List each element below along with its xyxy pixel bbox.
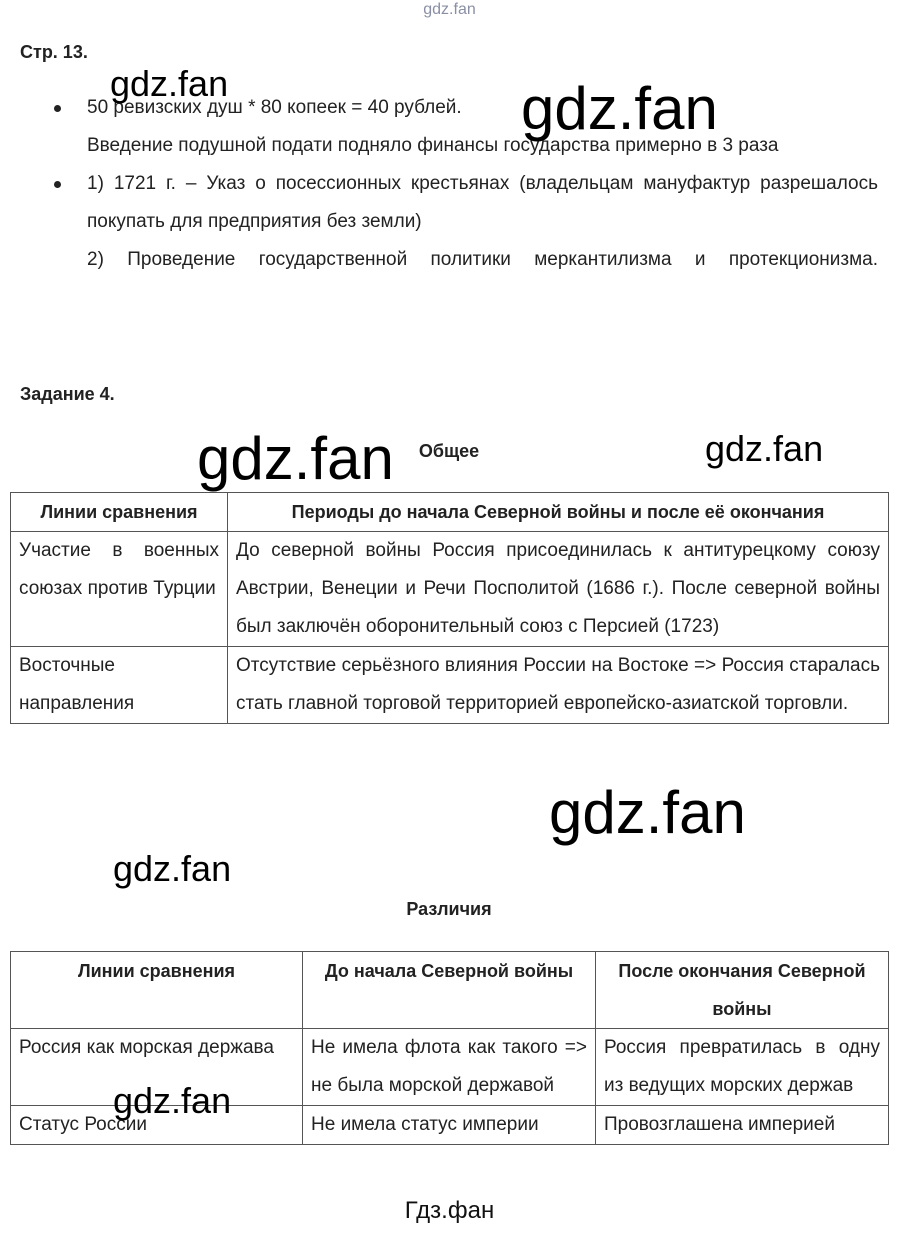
table-header-cell: После окончания Северной войны: [596, 952, 889, 1029]
task-title: Задание 4.: [20, 384, 115, 404]
table-header-row: [11, 952, 889, 1029]
table2-title: Различия: [406, 899, 492, 919]
bullet-line: 1) 1721 г. – Указ о посессионных крестьянах (владельцам мануфактур разрешалось покупать для предприятия без земли): [87, 173, 878, 232]
top-watermark: gdz.fan: [423, 1, 476, 18]
bullet-line: 2) Проведение государственной политики меркантилизма и протекционизма.: [87, 249, 878, 270]
table-header-row: [11, 493, 889, 532]
watermark: gdz.fan: [521, 75, 718, 142]
table-header-cell: Линии сравнения: [11, 493, 228, 532]
table-cell: Статус России: [11, 1106, 303, 1145]
table-header-cell: Линии сравнения: [11, 952, 303, 1029]
bullet-item: [87, 165, 878, 279]
table-cell: Провозглашена империей: [596, 1106, 889, 1145]
bullet-line: 50 ревизских душ * 80 копеек = 40 рублей.: [87, 97, 462, 118]
table-cell: Восточные направления: [11, 647, 228, 724]
watermark: gdz.fan: [549, 779, 746, 846]
table-cell: Не имела флота как такого => не была морской державой: [303, 1029, 596, 1106]
table-header-cell: До начала Северной войны: [303, 952, 596, 1029]
watermark: gdz.fan: [705, 428, 824, 469]
table-row: [11, 532, 889, 647]
table1-title: Общее: [418, 441, 480, 461]
table-cell: Не имела статус империи: [303, 1106, 596, 1145]
table-cell: До северной войны Россия присоединилась к антитурецкому союзу Австрии, Венеции и Речи Посполитой (1686 г.). После северной войны был заключён оборонительный союз с Персией (1723): [228, 532, 889, 647]
watermark: gdz.fan: [113, 1080, 232, 1121]
table-cell: Отсутствие серьёзного влияния России на Востоке => Россия старалась стать главной торговой территорией европейско-азиатской торговли.: [228, 647, 889, 724]
common-table: [10, 492, 889, 724]
watermark: gdz.fan: [110, 63, 229, 104]
table-cell: Участие в военных союзах против Турции: [11, 532, 228, 647]
footer-watermark: Гдз.фан: [404, 1197, 495, 1224]
table-cell: Россия превратилась в одну из ведущих морских держав: [596, 1029, 889, 1106]
watermark: gdz.fan: [197, 425, 394, 492]
table-cell: Россия как морская держава: [11, 1029, 303, 1106]
bullet-dot-icon: [54, 105, 61, 112]
table-row: [11, 647, 889, 724]
page-reference: Стр. 13.: [20, 42, 88, 62]
bullet-line: Введение подушной подати подняло финансы государства примерно в 3 раза: [87, 135, 779, 156]
bullet-dot-icon: [54, 181, 61, 188]
bullet-list: [87, 89, 878, 279]
watermark: gdz.fan: [113, 848, 232, 889]
table-header-cell: Периоды до начала Северной войны и после её окончания: [228, 493, 889, 532]
